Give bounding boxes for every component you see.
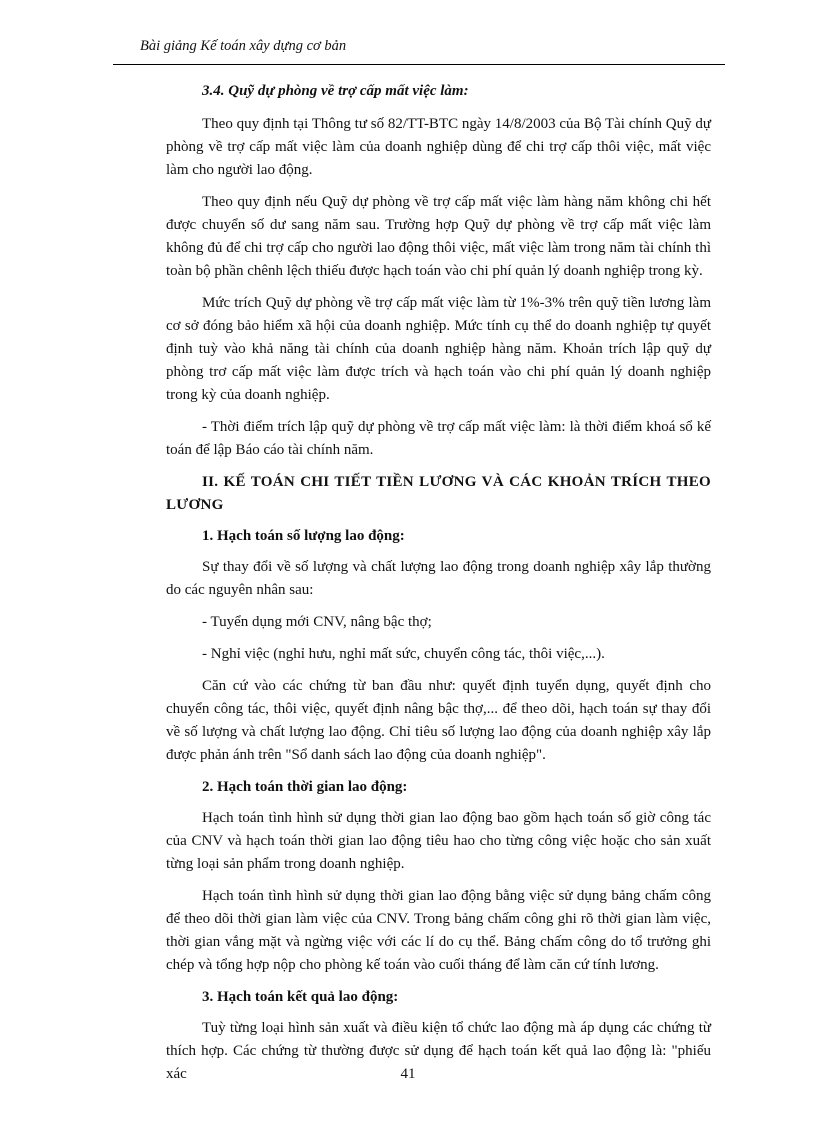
header-rule xyxy=(113,64,725,65)
paragraph: - Thời điểm trích lập quỹ dự phòng về trợ cấp mất việc làm: là thời điểm khoá sổ kế toán để lập Báo cáo tài chính năm. xyxy=(166,419,711,458)
running-header: Bài giảng Kế toán xây dựng cơ bản xyxy=(140,38,347,54)
paragraph: Hạch toán tình hình sử dụng thời gian lao động bằng việc sử dụng bảng chấm công để theo dõi thời gian làm việc của CNV. Trong bảng chấm công ghi rõ thời gian làm việc, thời gian vắng mặt và ngừng việc với các lí do cụ thể. Bảng chấm công do tổ trưởng ghi chép và tổng hợp nộp cho phòng kế toán vào cuối tháng để làm căn cứ tính lương. xyxy=(166,888,711,973)
section-3-4-heading: 3.4. Quỹ dự phòng về trợ cấp mất việc làm: xyxy=(202,83,469,99)
paragraph: Căn cứ vào các chứng từ ban đầu như: quyết định tuyển dụng, quyết định cho chuyển công tác, thôi việc, quyết định nâng bậc thợ,... để theo dõi, hạch toán sự thay đổi về số lượng và chất lượng lao động. Chỉ tiêu số lượng lao động của doanh nghiệp xây lắp được phản ánh trên "Sổ danh sách lao động của doanh nghiệp". xyxy=(166,678,711,763)
paragraph: Hạch toán tình hình sử dụng thời gian lao động bao gồm hạch toán số giờ công tác của CNV và hạch toán thời gian lao động tiêu hao cho từng công việc hoặc cho sản xuất từng loại sản phẩm trong doanh nghiệp. xyxy=(166,810,711,872)
section-1-heading: 1. Hạch toán số lượng lao động: xyxy=(202,528,405,544)
bullet-item: - Tuyển dụng mới CNV, nâng bậc thợ; xyxy=(202,614,432,630)
page-number: 41 xyxy=(400,1066,416,1082)
paragraph: Mức trích Quỹ dự phòng về trợ cấp mất việc làm từ 1%-3% trên quỹ tiền lương làm cơ sở đóng bảo hiểm xã hội của doanh nghiệp. Mức tính cụ thể do doanh nghiệp tự quyết định tuỳ vào khả năng tài chính của doanh nghiệp hàng năm. Khoản trích lập quỹ dự phòng trơ cấp mất việc làm được trích và hạch toán vào chi phí quản lý doanh nghiệp trong kỳ của doanh nghiệp. xyxy=(166,295,711,403)
paragraph: Theo quy định tại Thông tư số 82/TT-BTC ngày 14/8/2003 của Bộ Tài chính Quỹ dự phòng về trợ cấp mất việc làm của doanh nghiệp dùng để chi trợ cấp thôi việc, mất việc làm cho người lao động. xyxy=(166,116,711,178)
paragraph: Sự thay đổi về số lượng và chất lượng lao động trong doanh nghiệp xây lắp thường do các nguyên nhân sau: xyxy=(166,559,711,598)
paragraph: Tuỳ từng loại hình sản xuất và điều kiện tổ chức lao động mà áp dụng các chứng từ thích hợp. Các chứng từ thường được sử dụng để hạch toán kết quả lao động là: "phiếu xác xyxy=(166,1020,711,1082)
section-2-heading: 2. Hạch toán thời gian lao động: xyxy=(202,779,408,795)
section-3-heading: 3. Hạch toán kết quả lao động: xyxy=(202,989,399,1005)
page-body xyxy=(166,80,711,1095)
bullet-item: - Nghỉ việc (nghỉ hưu, nghỉ mất sức, chuyển công tác, thôi việc,...). xyxy=(202,646,605,662)
part-ii-heading: II. KẾ TOÁN CHI TIẾT TIỀN LƯƠNG VÀ CÁC KHOẢN TRÍCH THEO LƯƠNG xyxy=(166,474,711,513)
paragraph: Theo quy định nếu Quỹ dự phòng về trợ cấp mất việc làm hàng năm không chi hết được chuyển số dư sang năm sau. Trường hợp Quỹ dự phòng về trợ cấp mất việc làm không đủ để chi trợ cấp cho người lao động thôi việc, mất việc làm trong năm tài chính thì toàn bộ phần chênh lệch thiếu được hạch toán vào chi phí quản lý doanh nghiệp trong kỳ. xyxy=(166,194,711,279)
